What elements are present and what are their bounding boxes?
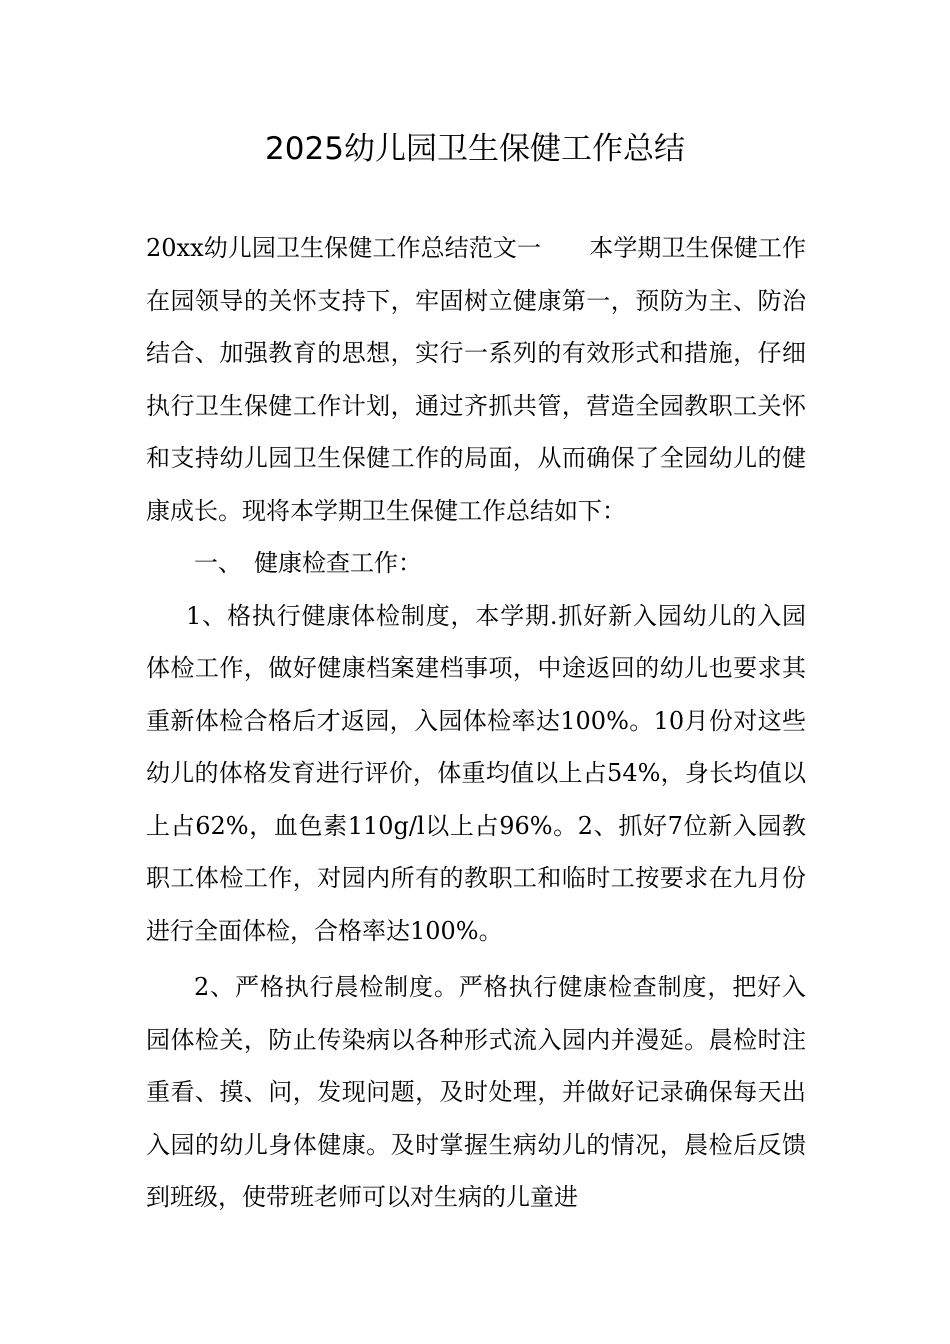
document-body [146,222,806,1224]
section-heading-health-check: 一、 健康检查工作： [194,549,422,577]
intro-paragraph: 20xx幼儿园卫生保健工作总结范文一 本学期卫生保健工作在园领导的关怀支持下，牢固树立健康第一，预防为主、防治结合、加强教育的思想，实行一系列的有效形式和措施，仔细执行卫生保健工作计划，通过齐抓共管，营造全园教职工关怀和支持幼儿园卫生保健工作的局面，从而确保了全园幼儿的健康成长。现将本学期卫生保健工作总结如下： [146,234,806,525]
paragraph-morning-check: 2、严格执行晨检制度。严格执行健康检查制度，把好入园体检关，防止传染病以各种形式流入园内并漫延。晨检时注重看、摸、问，发现问题，及时处理，并做好记录确保每天出入园的幼儿身体健康。及时掌握生病幼儿的情况，晨检后反馈到班级，使带班老师可以对生病的儿童进 [146,973,806,1211]
document-title: 2025幼儿园卫生保健工作总结 [265,131,685,167]
paragraph-physical-exam: 1、格执行健康体检制度，本学期.抓好新入园幼儿的入园体检工作，做好健康档案建档事项，中途返回的幼儿也要求其重新体检合格后才返园，入园体检率达100%。10月份对这些幼儿的体格发育进行评价，体重均值以上占54%，身长均值以上占62%，血色素110g/l以上占96%。2、抓好7位新入园教职工体检工作，对园内所有的教职工和临时工按要求在九月份进行全面体检，合格率达100%。 [146,601,806,945]
